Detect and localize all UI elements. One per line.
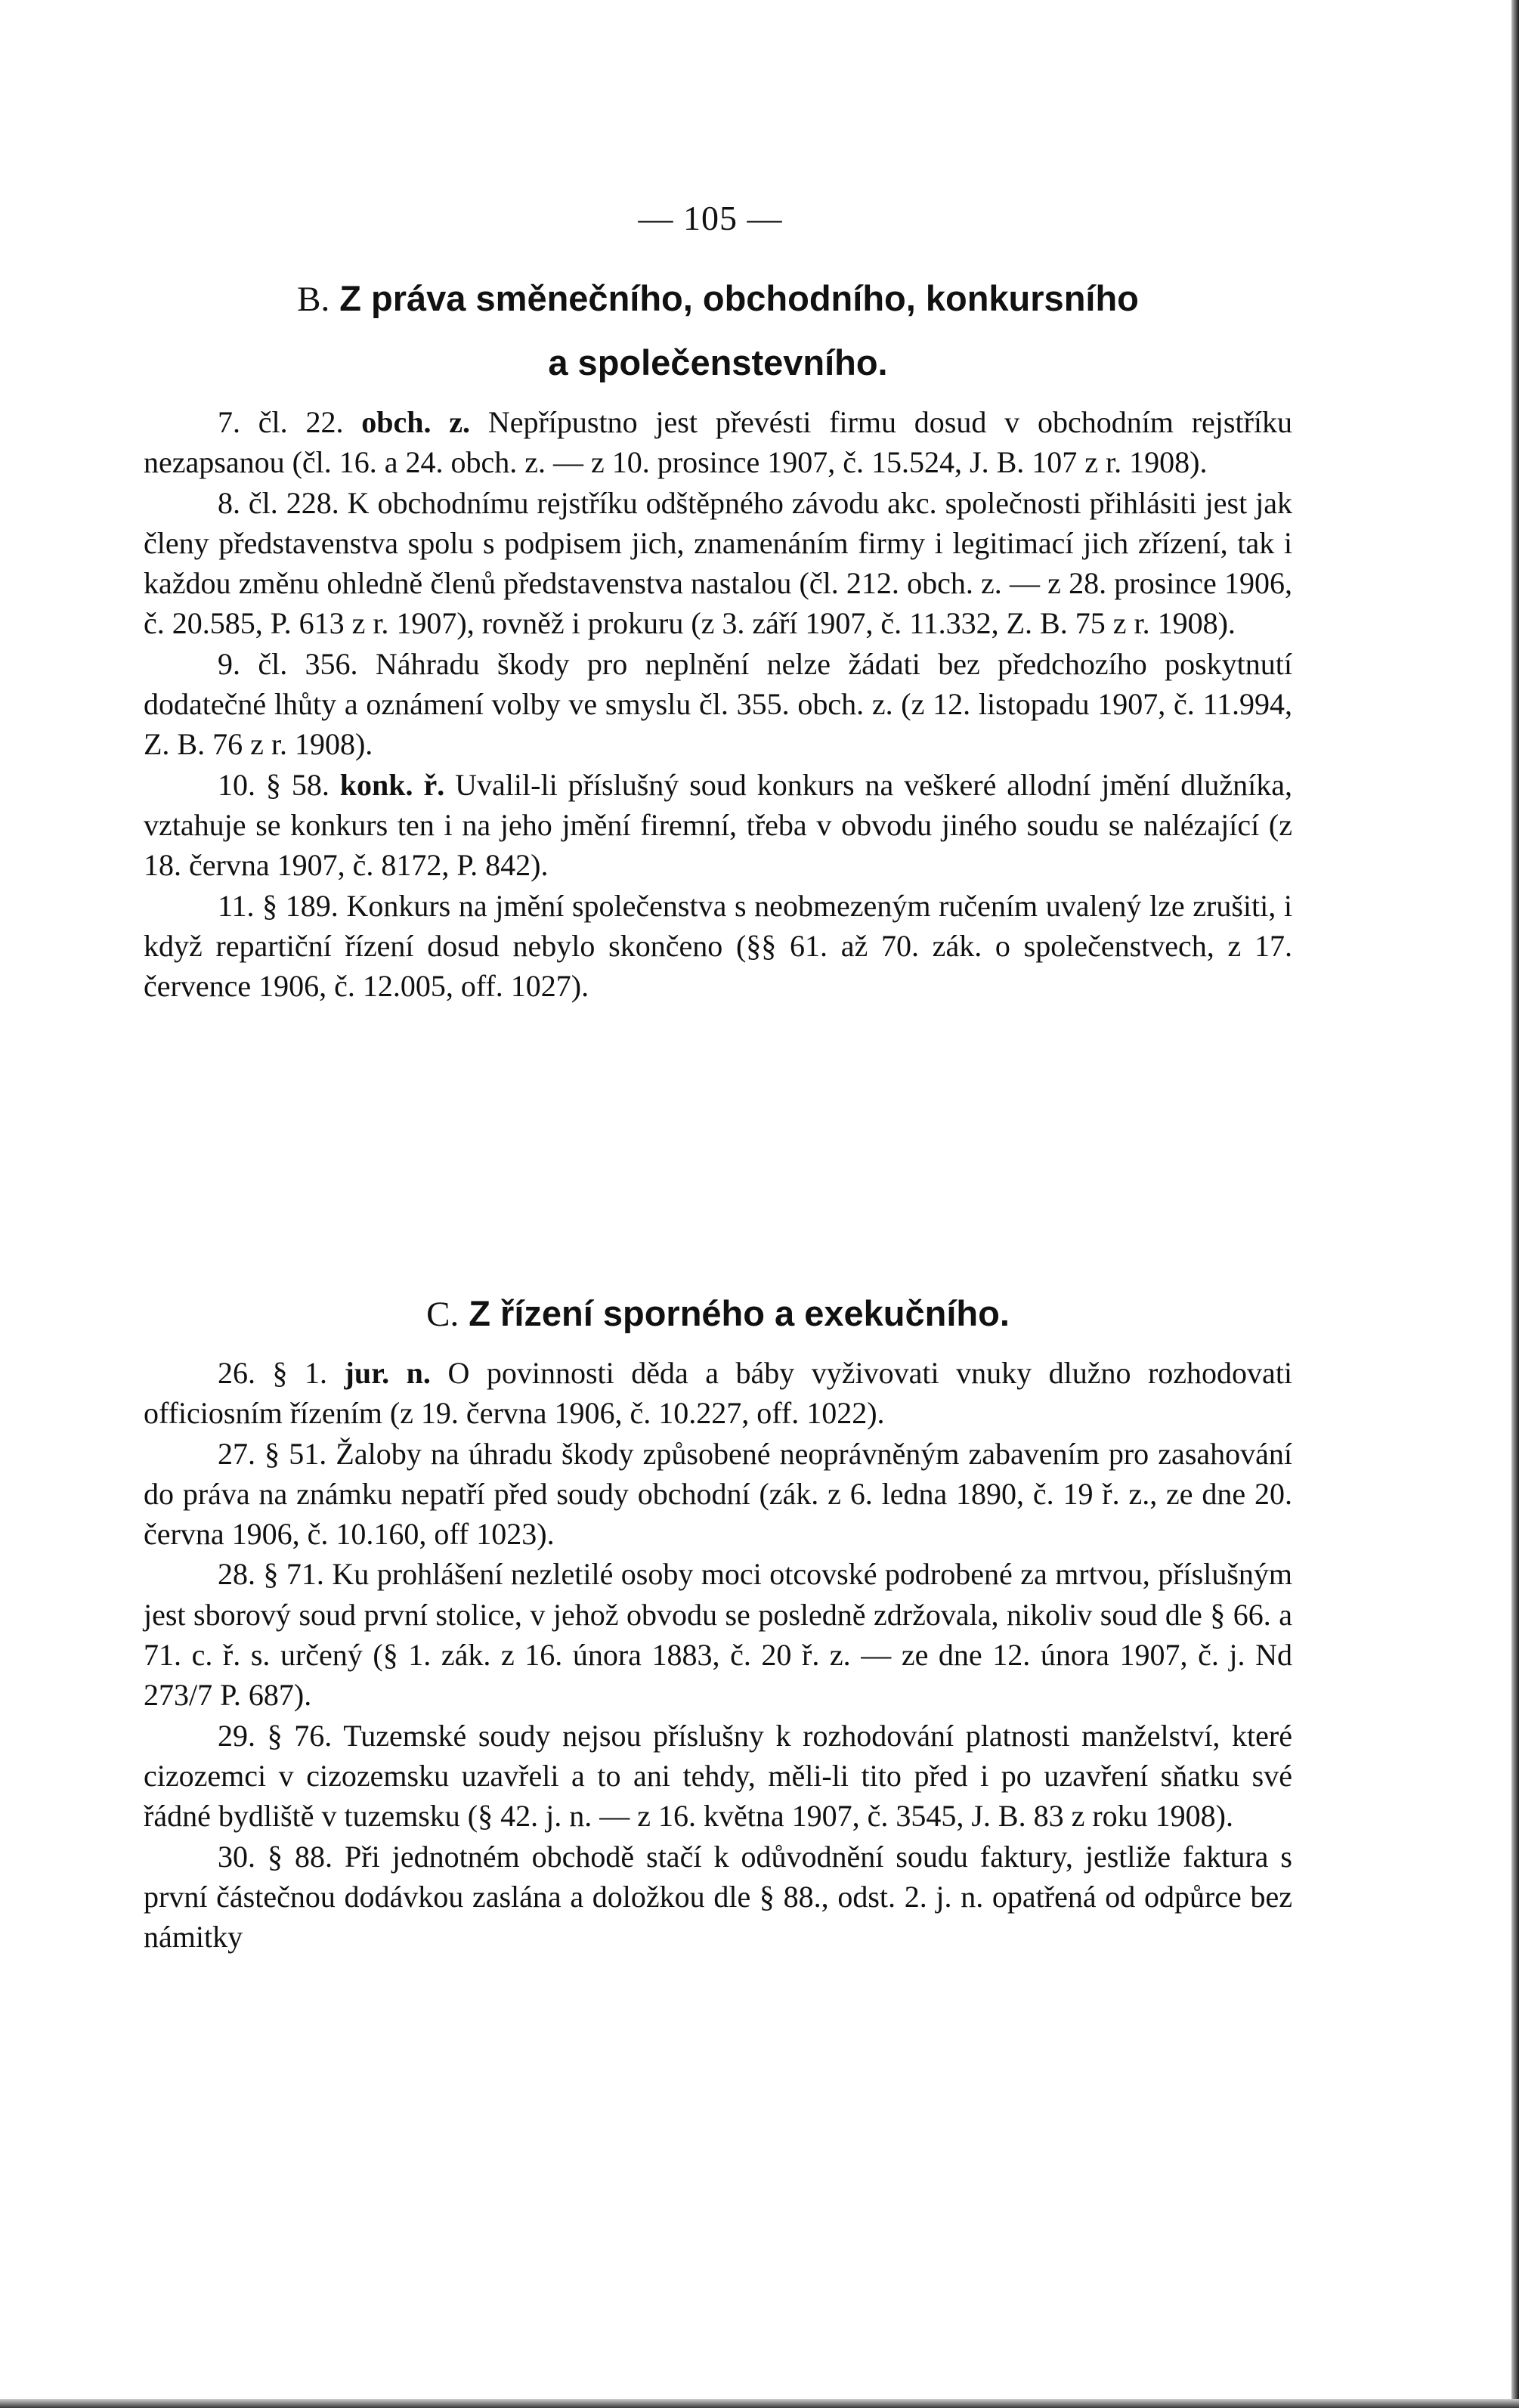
entry-text: Uvalil-li příslušný soud konkurs na veškeré allodní jmění dlužníka, vztahuje se konkurs ten i na jeho jmění firemní, třeba v obvodu jiného soudu se nalézající (z 18. června 1907, č. 8172, P. 842). [144,767,1293,883]
entry-law-abbrev: konk. ř. [339,767,445,802]
entry-law-abbrev: obch. z. [361,405,471,439]
entry-text: Žaloby na úhradu škody způsobené neoprávněným zabavením pro zasahování do práva na známku nepatří před soudy obchodní (zák. z 6. ledna 1890, č. 19 ř. z., ze dne 20. června 1906, č. 10.160, off 1023). [144,1436,1293,1552]
section-c-heading [144,1282,1292,1346]
entry-text: Ku prohlášení nezletilé osoby moci otcovské podrobené za mrtvou, příslušným jest sborový soud první stolice, v jehož obvodu se posledně zdržovala, nikoliv soud dle § 66. a 71. c. ř. s. určený (§ 1. zák. z 16. února 1883, č. 20 ř. z. — ze dne 12. února 1907, č. j. Nd 273/7 P. 687). [144,1557,1292,1713]
entry-text: Náhradu škody pro neplnění nelze žádati bez předchozího poskytnutí dodatečné lhůty a oznámení volby ve smyslu čl. 355. obch. z. (z 12. listopadu 1907, č. 11.994, Z. B. 76 z r. 1908). [144,646,1293,762]
section-b-letter: B. [297,280,330,319]
entry-text: Konkurs na jmění společenstva s neobmezeným ručením uvalený lze zrušiti, i když repartiční řízení dosud nebylo skončeno (§§ 61. až 70. zák. o společenstvech, z 17. července 1906, č. 12.005, off. 1027). [144,888,1293,1004]
entry-lead: 10. § 58. [218,767,329,802]
entry-lead: 27. § 51. [218,1436,327,1471]
entry-text: Tuzemské soudy nejsou příslušny k rozhodování platnosti manželství, které cizozemci v cizozemsku uzavřeli a to ani tehdy, měli-li tito před i po uzavření sňatku své řádné bydliště v tuzemsku (§ 42. j. n. — z 16. května 1907, č. 3545, J. B. 83 z roku 1908). [144,1718,1293,1834]
entry-paragraph [144,765,1292,886]
entry-paragraph [144,644,1292,765]
entry-lead: 26. § 1. [218,1356,328,1390]
entry-lead: 9. čl. 356. [218,646,358,681]
entry-paragraph [144,886,1292,1007]
entry-lead: 30. § 88. [218,1839,333,1874]
section-b-title-line2: a společenstevního. [548,342,888,382]
section-c-letter: C. [426,1295,459,1334]
section-c-entries [144,1353,1292,1957]
entry-paragraph [144,1837,1292,1958]
page-edge-bottom [0,2399,1519,2408]
entry-lead: 7. čl. 22. [218,405,344,439]
entry-paragraph [144,483,1292,644]
entry-paragraph [144,1434,1292,1555]
section-c-title: Z řízení sporného a exekučního. [469,1293,1010,1333]
entry-lead: 28. § 71. [218,1557,324,1592]
entry-paragraph [144,1716,1292,1837]
entry-lead: 8. čl. 228. [218,485,339,520]
entry-paragraph [144,1353,1292,1434]
entry-text: Nepřípustno jest převésti firmu dosud v obchodním rejstříku nezapsanou (čl. 16. a 24. obch. z. — z 10. prosince 1907, č. 15.524, J. B. 107 z r. 1908). [144,405,1293,480]
section-b-title-line1: Z práva směnečního, obchodního, konkursního [339,278,1139,318]
entry-lead: 29. § 76. [218,1718,333,1753]
entry-paragraph [144,402,1292,483]
entry-text: K obchodnímu rejstříku odštěpného závodu akc. společnosti přihlásiti jest jak členy představenstva spolu s podpisem jich, znamenáním firmy i legitimací jich zřízení, tak i každou změnu ohledně členů představenstva nastalou (čl. 212. obch. z. — z 28. prosince 1906, č. 20.585, P. 613 z r. 1907), rovněž i prokuru (z 3. září 1907, č. 11.332, Z. B. 75 z r. 1908). [144,485,1292,641]
entry-law-abbrev: jur. n. [344,1356,431,1390]
page-number: — 105 — [638,199,783,237]
section-b-heading [144,267,1292,394]
section-b-entries [144,402,1292,1006]
entry-text: O povinnosti děda a báby vyživovati vnuky dlužno rozhodovati officiosním řízením (z 19. června 1906, č. 10.227, off. 1022). [144,1356,1293,1431]
entry-paragraph [144,1554,1292,1715]
entry-text: Při jednotném obchodě stačí k odůvodnění soudu faktury, jestliže faktura s první částečnou dodávkou zaslána a doložkou dle § 88., odst. 2. j. n. opatřená od odpůrce bez námitky [144,1839,1292,1955]
page-edge-right [1511,0,1519,2408]
entry-lead: 11. § 189. [218,888,339,923]
